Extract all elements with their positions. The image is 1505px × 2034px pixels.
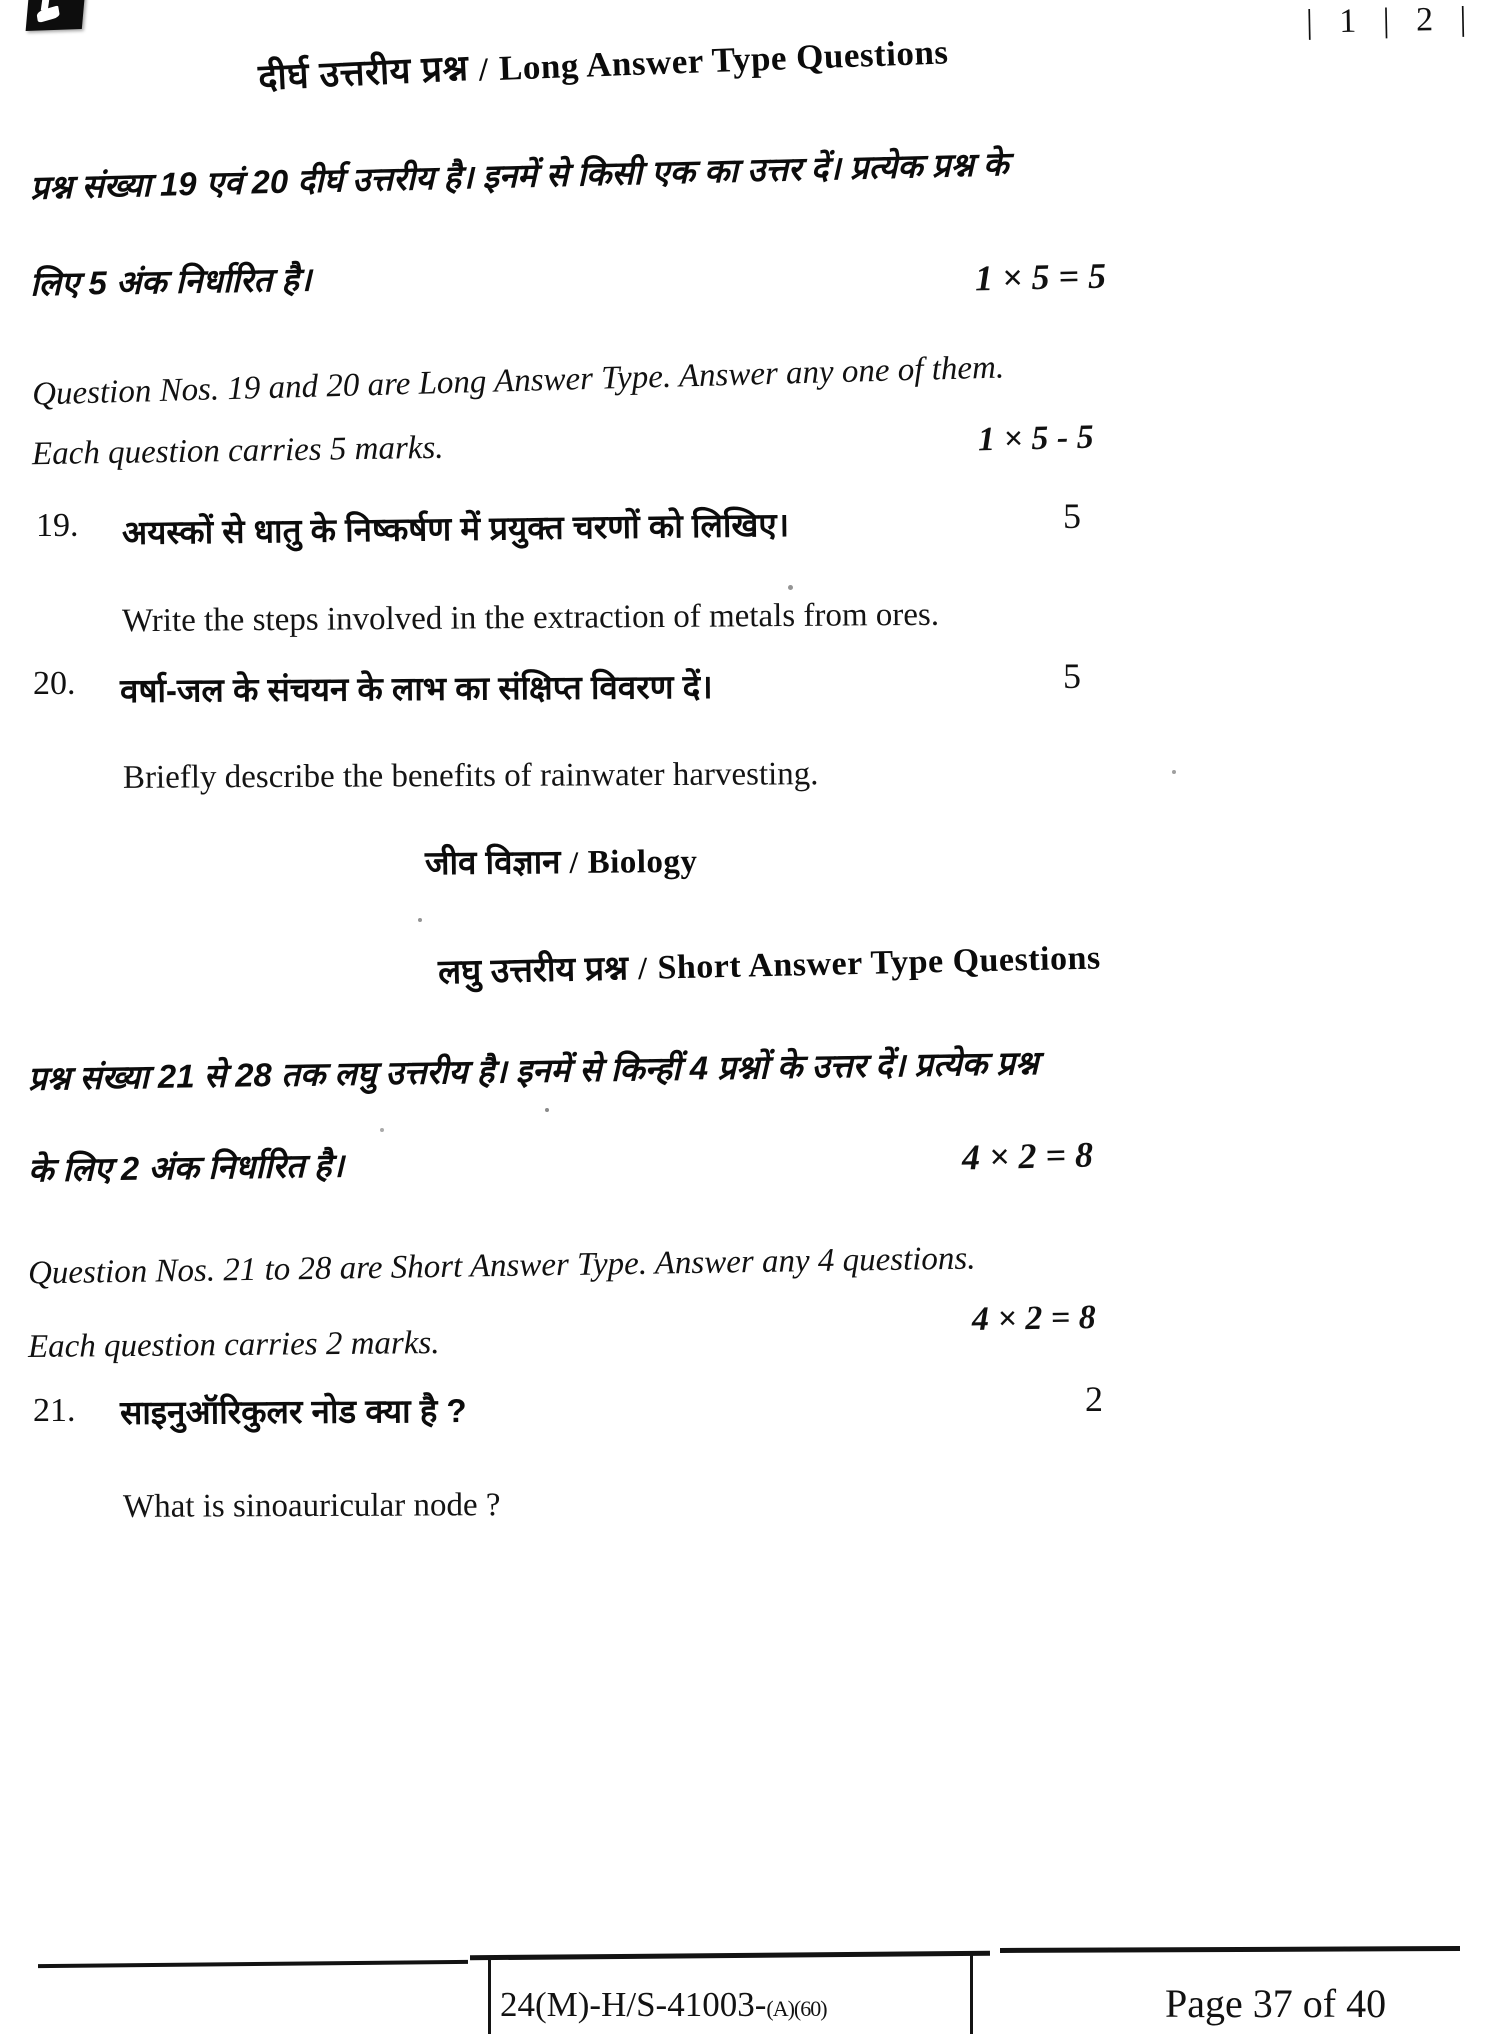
footer-rule-right [1000,1946,1460,1953]
question-19-number: 19. [36,507,79,544]
footer-paper-code-suffix: (A)(60) [766,1996,827,2021]
short-answer-instruction-english-line2: Each question carries 2 marks. [27,1325,440,1365]
long-answer-instruction-english-marks: 1 × 5 - 5 [977,418,1095,459]
long-answer-heading-english: Long Answer Type Questions [498,32,950,88]
short-answer-instruction-hindi-marks: 4 × 2 = 8 [961,1134,1094,1178]
footer-paper-code [500,1985,827,2025]
scan-speck [545,1108,549,1112]
long-answer-instruction-hindi-line1: प्रश्न संख्या 19 एवं 20 दीर्घ उत्तरीय है। इनमें से किसी एक का उत्तर दें। प्रत्येक प्रश्न के [29,145,1009,206]
scan-artifact-corner-smudge [26,0,87,31]
question-19-hindi: अयस्कों से धातु के निष्कर्षण में प्रयुक्त चरणों को लिखिए। [121,505,790,552]
question-19-english: Write the steps involved in the extraction of metals from ores. [121,596,940,640]
long-answer-instruction-hindi-line2: लिए 5 अंक निर्धारित है। [29,260,312,303]
footer-paper-code-main: 24(M)-H/S-41003- [500,1985,767,2024]
short-answer-instruction-hindi-line1: प्रश्न संख्या 21 से 28 तक लघु उत्तरीय है। इनमें से किन्हीं 4 प्रश्नों के उत्तर दें। प्रत्येक प्रश्न [27,1044,1039,1097]
question-20-hindi: वर्षा-जल के संचयन के लाभ का संक्षिप्त विवरण दें। [119,667,713,710]
short-answer-instruction-english-marks: 4 × 2 = 8 [971,1299,1097,1338]
footer-rule-middle [470,1951,990,1961]
subject-heading-separator: / [569,844,579,880]
scan-speck [788,585,793,590]
footer-rule-left [38,1960,468,1968]
long-answer-instruction-english-line1: Question Nos. 19 and 20 are Long Answer Type. Answer any one of them. [31,349,1005,413]
question-19-marks: 5 [1063,496,1081,536]
long-answer-instruction-english-line2: Each question carries 5 marks. [31,429,444,473]
short-answer-heading-english: Short Answer Type Questions [657,939,1102,987]
short-answer-heading-separator: / [637,949,648,986]
footer-code-box-right-edge [970,1952,973,2034]
short-answer-instruction-hindi-line2: के लिए 2 अंक निर्धारित है। [27,1146,345,1189]
question-21-english: What is sinoauricular node ? [122,1487,501,1525]
question-21-hindi: साइनुऑरिकुलर नोड क्या है ? [119,1391,467,1432]
footer-code-box-left-edge [488,1958,491,2034]
page-top-right-marker: | 1 | 2 | [1305,0,1476,41]
question-20-marks: 5 [1063,656,1081,696]
short-answer-instruction-english-line1: Question Nos. 21 to 28 are Short Answer Type. Answer any 4 questions. [27,1240,976,1292]
scan-speck [418,918,422,922]
long-answer-heading [257,25,949,99]
long-answer-heading-separator: / [478,52,490,89]
question-21-marks: 2 [1085,1379,1103,1419]
footer-page-number: Page 37 of 40 [1165,1981,1387,2026]
short-answer-heading-hindi: लघु उत्तरीय प्रश्न [437,949,629,992]
subject-heading-english: Biology [587,843,698,881]
scan-speck [380,1128,384,1132]
short-answer-heading [438,932,1102,993]
scan-speck [1172,770,1176,774]
long-answer-heading-hindi: दीर्घ उत्तरीय प्रश्न [257,46,470,98]
question-20-english: Briefly describe the benefits of rainwater harvesting. [122,756,819,796]
question-21-number: 21. [33,1392,76,1429]
subject-heading [425,837,698,884]
subject-heading-hindi: जीव विज्ञान [424,843,561,882]
question-20-number: 20. [33,665,76,702]
long-answer-instruction-hindi-marks: 1 × 5 = 5 [974,255,1107,299]
